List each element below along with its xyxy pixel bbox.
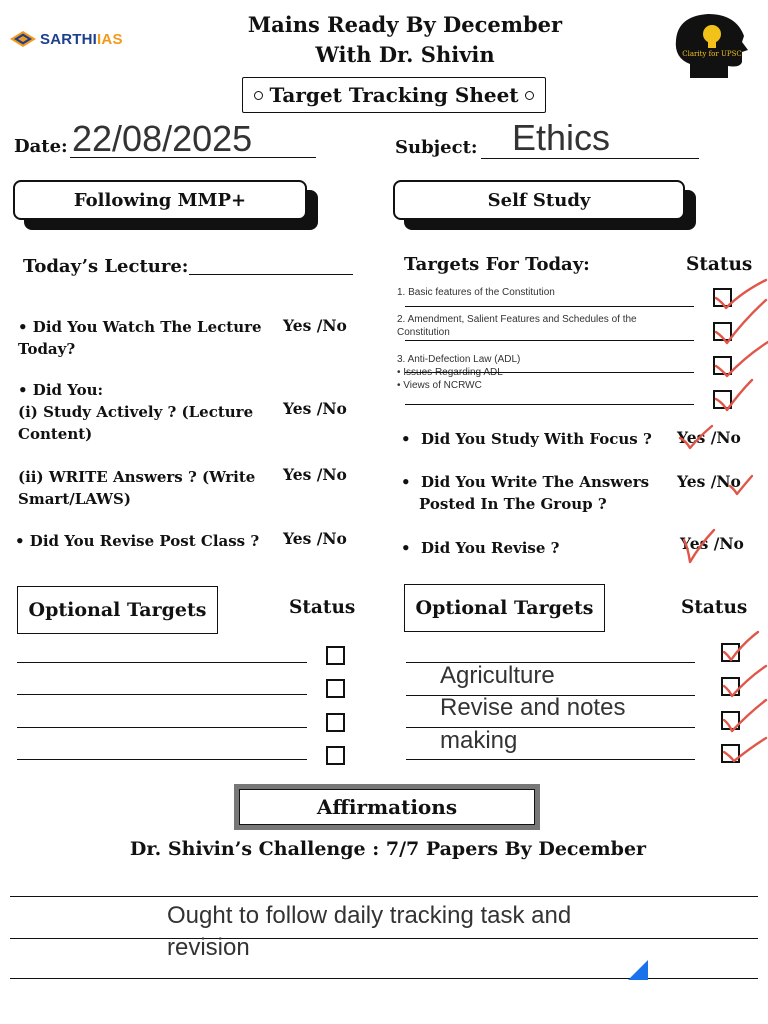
left-optional-targets-heading: Optional Targets [17, 586, 218, 634]
sarthi-ias-logo [10, 28, 123, 50]
targets-for-today-label: Targets For Today: [404, 254, 590, 275]
brand-name: SARTHIIAS [40, 30, 123, 48]
affirmation-line-2 [10, 938, 758, 939]
sheet-title [242, 77, 546, 113]
left-status-label: Status [289, 597, 356, 618]
date-field[interactable]: 22/08/2025 [72, 118, 253, 159]
date-label: Date: [14, 136, 68, 157]
right-optional-checkbox-2[interactable] [721, 677, 740, 696]
left-answer-3[interactable]: Yes /No [283, 465, 347, 484]
optional-target-text-1[interactable]: Agriculture [440, 662, 555, 689]
affirmations-heading [234, 784, 540, 830]
right-logo-text: Clarity for UPSC [682, 50, 742, 58]
right-optional-line-4 [406, 759, 695, 760]
target-underline-3 [405, 372, 694, 373]
target-item-1[interactable]: 1. Basic features of the Constitution [397, 287, 555, 298]
right-question-1: • Did You Study With Focus ? [401, 430, 652, 448]
todays-lecture-label: Today’s Lecture: [23, 256, 189, 277]
page-title [200, 10, 610, 70]
lecture-underline[interactable] [189, 274, 353, 275]
circle-bullet-icon [254, 91, 263, 100]
right-answer-3[interactable]: Yes /No [680, 534, 744, 553]
right-optional-checkbox-4[interactable] [721, 744, 740, 763]
challenge-text: Dr. Shivin’s Challenge : 7/7 Papers By December [129, 838, 647, 860]
affirmation-text-line-1[interactable]: Ought to follow daily tracking task and [167, 902, 572, 929]
target-checkbox-2[interactable] [713, 322, 732, 341]
left-optional-checkbox-3[interactable] [326, 713, 345, 732]
left-answer-2[interactable]: Yes /No [283, 399, 347, 418]
subject-label: Subject: [395, 137, 478, 158]
left-optional-line-4[interactable] [17, 759, 307, 760]
left-question-4: • Did You Revise Post Class ? [15, 532, 260, 550]
left-optional-checkbox-1[interactable] [326, 646, 345, 665]
left-optional-line-3[interactable] [17, 727, 307, 728]
optional-target-text-3[interactable]: making [440, 727, 518, 754]
left-optional-checkbox-2[interactable] [326, 679, 345, 698]
left-question-1: • Did You Watch The Lecture Today? [18, 318, 262, 358]
right-answer-2[interactable]: Yes /No [677, 472, 741, 491]
logo-mark-icon [10, 28, 36, 50]
right-question-3: • Did You Revise ? [401, 539, 560, 557]
target-underline-4 [405, 404, 694, 405]
title-line-2: With Dr. Shivin [315, 42, 495, 67]
target-item-3[interactable]: 3. Anti-Defection Law (ADL) • Issues Regarding ADL • Views of NCRWC [397, 354, 521, 391]
subject-field[interactable]: Ethics [512, 117, 611, 158]
left-answer-1[interactable]: Yes /No [283, 316, 347, 335]
left-optional-checkbox-4[interactable] [326, 746, 345, 765]
self-study-heading: Self Study [393, 180, 685, 220]
left-question-3: (ii) WRITE Answers ? (Write Smart/LAWS) [18, 468, 256, 508]
target-underline-2 [405, 340, 694, 341]
right-optional-checkbox-3[interactable] [721, 711, 740, 730]
right-optional-checkbox-1[interactable] [721, 643, 740, 662]
affirmation-line-1 [10, 896, 758, 897]
right-status-label: Status [686, 254, 753, 275]
target-checkbox-1[interactable] [713, 288, 732, 307]
date-underline [70, 157, 316, 158]
left-question-2: • Did You: (i) Study Actively ? (Lecture Content) [18, 381, 254, 443]
target-checkbox-3[interactable] [713, 356, 732, 375]
clarity-for-upsc-logo [670, 8, 752, 82]
left-optional-line-2[interactable] [17, 694, 307, 695]
target-checkbox-4[interactable] [713, 390, 732, 409]
affirmations-title: Affirmations [239, 789, 535, 825]
following-mmp-heading: Following MMP+ [13, 180, 307, 220]
target-item-2[interactable]: 2. Amendment, Salient Features and Schedules of the Constitution [397, 314, 637, 338]
right-question-2: • Did You Write The Answers Posted In The Group ? [401, 473, 650, 513]
optional-target-text-2[interactable]: Revise and notes [440, 694, 626, 721]
right-optional-targets-heading: Optional Targets [404, 584, 605, 632]
target-underline-1 [405, 306, 694, 307]
left-optional-line-1[interactable] [17, 662, 307, 663]
circle-bullet-icon [525, 91, 534, 100]
subject-underline [481, 158, 699, 159]
right-answer-1[interactable]: Yes /No [677, 428, 741, 447]
text-cursor-handle-icon[interactable] [626, 960, 648, 980]
title-line-1: Mains Ready By December [247, 12, 563, 37]
right-optional-status-label: Status [681, 597, 748, 618]
left-answer-4[interactable]: Yes /No [283, 529, 347, 548]
affirmation-text-line-2[interactable]: revision [167, 934, 250, 961]
sheet-title-text: Target Tracking Sheet [269, 83, 519, 107]
